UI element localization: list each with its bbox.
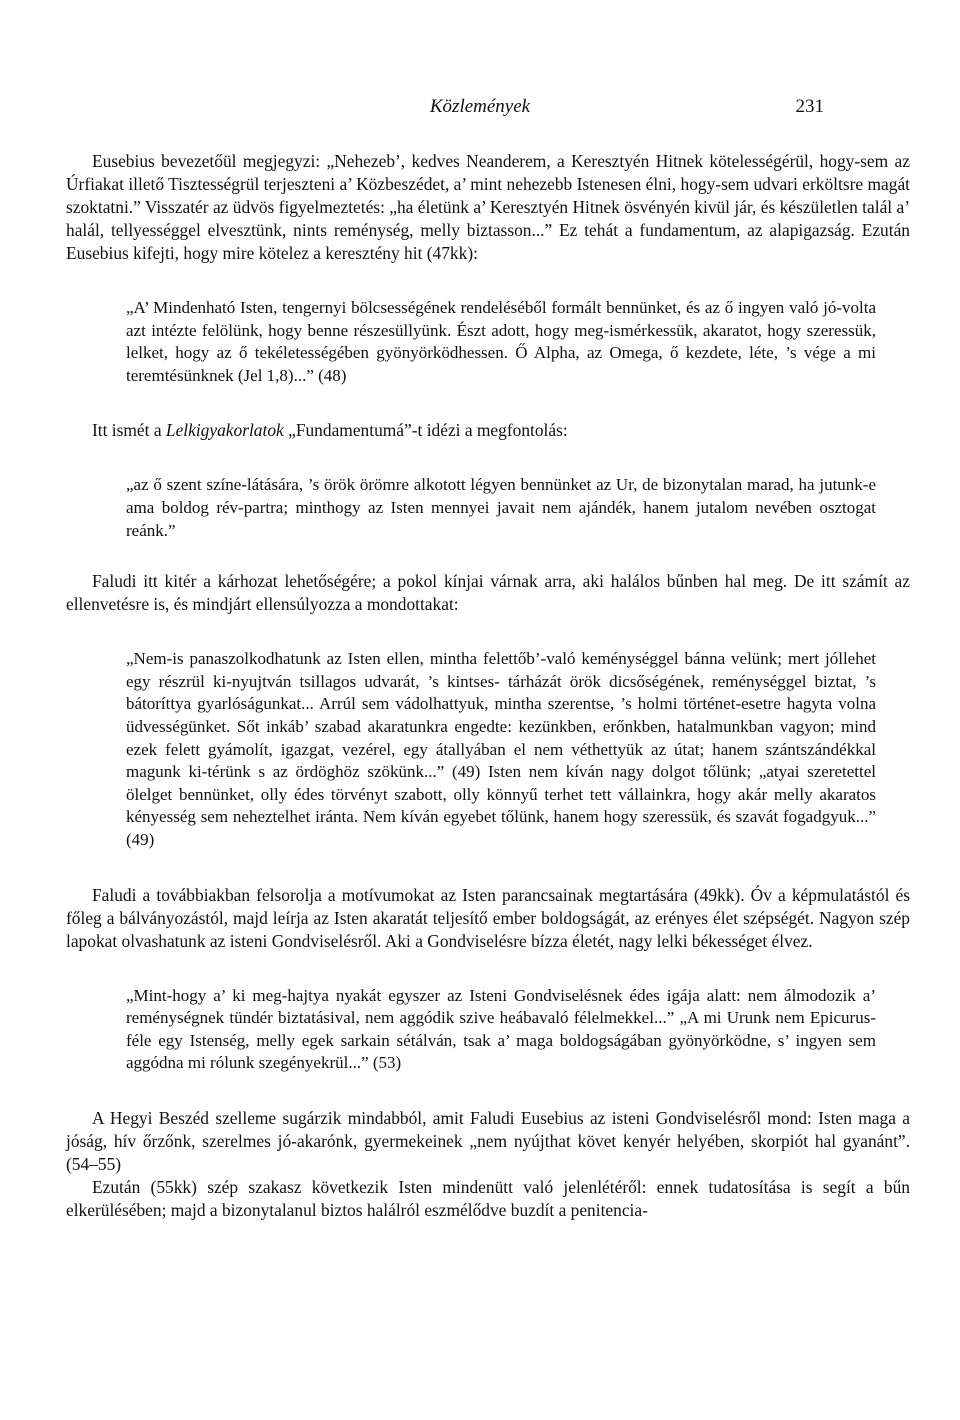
italic-title: Lelkigyakorlatok (165, 420, 284, 441)
block-quote-mindenhato: „A’ Mindenható Isten, tengernyi bölcsességének rendeléséből formált bennünket, és az ő ingyen való jó-volta azt intézte felölünk, hogy benne részesüllyünk. Észt adott, hogy meg-ismérkessük, akaratot, hogy szeressük, lelket, hogy az ő tekéletességében gyönyörködhessen. Ő Alpha, az Omega, ő kezdete, léte, ’s vége a mi teremtésünknek (Jel 1,8)...” (48) (126, 298, 876, 385)
spacer (66, 616, 910, 648)
spacer (66, 542, 910, 570)
page-number: 231 (795, 96, 824, 117)
spacer (66, 442, 910, 474)
paragraph-jelenlet: Ezután (55kk) szép szakasz következik Isten mindenütt való jelenlétéről: ennek tudatosítása is segít a bűn elkerülésében; majd a bizonytalanul biztos halálról eszmélődve buzdít a penitencia- (66, 1176, 910, 1220)
spacer (66, 1075, 910, 1107)
paragraph-hegyi-beszed: A Hegyi Beszéd szelleme sugárzik mindabból, amit Faludi Eusebius az isteni Gondviselésről mond: Isten maga a jóság, hív őrzőnk, szerelmes jó-akarónk, gyermekeinek „nem nyújthat követ kenyér helyében, skorpiót hal gyanánt”. (54–55) (66, 1107, 910, 1174)
block-quote-szent-szine: „az ő szent színe-látására, ’s örök örömre alkotott légyen bennünket az Ur, de bizonytalan marad, ha jutunk-e ama boldog rév-partra; minthogy az Isten mennyei javait nem ajándék, hanem jutalom nevében osztogat reánk.” (126, 475, 876, 540)
header-title: Közlemények (429, 96, 531, 117)
block-quote-panaszolkodhatunk: „Nem-is panaszolkodhatunk az Isten ellen, mintha felettőb’-való keménységgel bánna velünk; mert jóllehet egy részrül ki-nyujtván tsillagos udvarát, ’s kintses- tárházát örök dicsőségének, reménységgel biztat, ’s bátoríttya gyarlóságunkat... Arrúl sem vádolhattyuk, mintha szerentse, ’s holmi történet-esetre hagyta volna üdvességünket. Sőt inkáb’ szabad akaratunkra engedte: kezünkben, erőnkben, hatalmunkban vagyon; mind ezek felett gyámolít, igazgat, vezérel, egy átallyában el nem véthettyük az útat; hanem szántszándékkal magunk ki-térünk s az ördöghöz szökünk...” (49) Isten nem kíván nagy dolgot tőlünk; „atyai szeretettel ölelget bennünket, olly édes törvényt szabott, olly könnyű terhet tett vállainkra, hogy akár melly akaratos kényesség sem neheztelhet iránta. Nem kíván egyebet tőlünk, hanem hogy szeressük, és szavát fogadgyuk...” (49) (126, 649, 876, 849)
paragraph-lelkigyakorlatok (66, 419, 910, 442)
text-segment: „Fundamentumá”-t idézi a megfontolás: (283, 420, 568, 441)
spacer (66, 953, 910, 985)
spacer (66, 852, 910, 884)
body-text (66, 150, 910, 1222)
spacer (66, 265, 910, 297)
block-quote-gondviseles: „Mint-hogy a’ ki meg-hajtya nyakát egyszer az Isteni Gondviselésnek édes igája alatt: nem álmodozik a’ reménységnek tündér biztatásival, nem aggódik szive heábavaló félelmekkel...” „A mi Urunk nem Epicurus-féle egy Istenség, melly egek sarkain sétálván, tsak a’ maga boldogságában gyönyörködne, s’ ingyen sem aggódna mi rólunk szegényekrül...” (53) (126, 985, 876, 1073)
running-header (0, 96, 960, 126)
paragraph-karhozat: Faludi itt kitér a kárhozat lehetőségére; a pokol kínjai várnak arra, aki halálos bűnben hal meg. De itt számít az ellenvetésre is, és mindjárt ellensúlyozza a mondottakat: (66, 571, 910, 615)
text-segment: Itt ismét a (92, 420, 166, 441)
paragraph-motivumok: Faludi a továbbiakban felsorolja a motívumokat az Isten parancsainak megtartására (49kk). Óv a képmulatástól és főleg a bálványozástól, majd leírja az Isten akaratát teljesítő ember boldogságát, az erényes élet szépségét. Nagyon szép lapokat olvashatunk az isteni Gondviselésről. Aki a Gondviselésre bízza életét, nagy lelki békességet élvez. (66, 884, 910, 951)
spacer (66, 387, 910, 419)
paragraph-intro: Eusebius bevezetőül megjegyzi: „Nehezeb’, kedves Neanderem, a Keresztyén Hitnek kötelességérül, hogy-sem az Úrfiakat illető Tisztességrül terjeszteni a’ Közbeszédet, a’ mint nehezebb Istenesen élni, hogy-sem udvari erköltsre magát szoktatni.” Visszatér az üdvös figyelmeztetés: „ha életünk a’ Keresztyén Hitnek ösvényén kivül jár, és készületlen talál a’ halál, tellyességgel elvesztünk, nints reménység, melly biztasson...” Ez tehát a fundamentum, az alapigazság. Ezután Eusebius kifejti, hogy mire kötelez a keresztény hit (47kk): (66, 151, 910, 263)
